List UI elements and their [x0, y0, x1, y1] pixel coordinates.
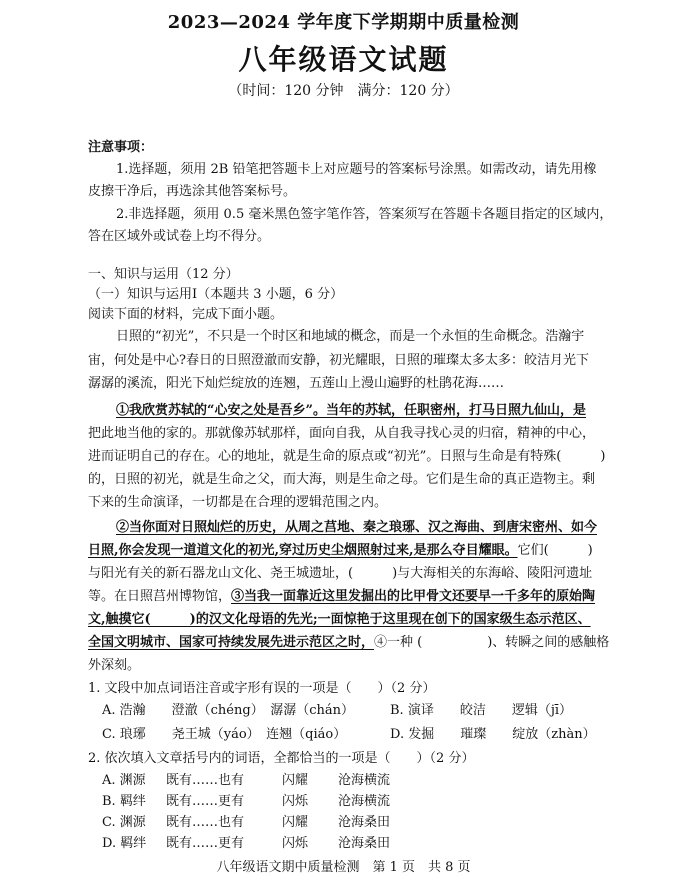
q2-option-d-verb: 闪烁 [282, 836, 309, 851]
notice-item-2: 2.非选择题，须用 0.5 毫米黑色签字笔作答，答案须写在答题卡各题目指定的区域内， [116, 207, 613, 222]
passage-p3-line7: 外深刻。 [88, 658, 141, 673]
q2-option-a-idiom: 沧海横流 [338, 773, 391, 788]
notice-item-2-cont: 答在区域外或试卷上均不得分。 [88, 229, 271, 244]
passage-p3-line4-underlined: ③当我一面靠近这里发掘出的比甲骨文还要早一千多年的原始陶 [231, 589, 596, 604]
reading-instruction: 阅读下面的材料，完成下面小题。 [88, 307, 284, 322]
q2-option-a-verb: 闪耀 [282, 773, 309, 788]
passage-p3-line4-start: 等。在日照莒州博物馆， [88, 589, 232, 604]
notice-item-1: 1.选择题，须用 2B 铅笔把答题卡上对应题号的答案标号涂黑。如需改动，请先用橡 [116, 162, 597, 177]
passage-p1-line3: 潺潺的溪流，阳光下灿烂绽放的连翘，五莲山上漫山遍野的杜鹃花海…… [88, 376, 505, 391]
passage-p3-line6-rest: ④一种 ( )、转瞬之间的感触格 [374, 635, 610, 650]
page-footer: 八年级语文期中质量检测 第 1 页 共 8 页 [216, 860, 471, 875]
passage-p3-line5: 文,触摸它( )的汉文化母语的先光;一面惊艳于这里现在创下的国家级生态示范区、 [88, 612, 591, 627]
passage-p1-line2: 宙，何处是中心?春日的日照澄澈而安静，初光耀眼，日照的璀璨太多太多：皎洁月光下 [88, 353, 589, 368]
passage-p2-line1: ①我欣赏苏轼的“心安之处是吾乡”。当年的苏轼，任职密州，打马日照九仙山，是 [116, 403, 586, 418]
q2-option-d-label: D. 羁绊 [102, 836, 147, 851]
passage-p3-line4 [88, 588, 595, 606]
q2-option-b-label: B. 羁绊 [102, 794, 146, 809]
q2-option-a-label: A. 渊源 [102, 773, 146, 788]
question-1-option-d: D. 发掘 璀璨 绽放（zhàn） [390, 727, 596, 742]
question-1-option-c: C. 琅琊 尧王城（yáo） 连翘（qiáo） [102, 727, 347, 742]
question-1-option-a: A. 浩瀚 澄澈（chéng） 潺潺（chán） [102, 703, 354, 718]
passage-p2-line2: 把此地当他的家的。那就像苏轼那样，面向自我，从自我寻找心灵的归宿，精神的中心， [88, 426, 596, 441]
q2-option-d-phrase: 既有……更有 [166, 836, 245, 851]
q2-option-c-phrase: 既有……也有 [166, 815, 245, 830]
passage-p3-line6 [88, 634, 609, 652]
passage-p3-line2-rest: 它们( ) [517, 543, 593, 558]
passage-p3-line6-underlined: 全国文明城市、国家可持续发展先进示范区之时， [88, 635, 375, 650]
question-2-stem: 2. 依次填入文章括号内的词语，全都恰当的一项是（ ）（2 分） [88, 751, 475, 766]
notice-item-1-cont: 皮擦干净后，再选涂其他答案标号。 [88, 184, 297, 199]
section-heading: 一、知识与运用（12 分） [88, 267, 239, 282]
passage-p1-line1: 日照的“初光”，不只是一个时区和地域的概念，而是一个永恒的生命概念。浩瀚宇 [116, 329, 585, 344]
exam-term-title: 2023—2024 学年度下学期期中质量检测 [167, 12, 520, 33]
passage-p3-line2-underlined: 日照,你会发现一道道文化的初光,穿过历史尘烟照射过来,是那么夺目耀眼。 [88, 543, 518, 558]
q2-option-c-verb: 闪耀 [282, 815, 309, 830]
q2-option-d-idiom: 沧海桑田 [338, 836, 391, 851]
passage-p2-line3: 进而证明自己的存在。心的地址，就是生命的原点或“初光”。日照与生命是有特殊( ) [88, 449, 606, 464]
exam-subject-title: 八年级语文试题 [238, 43, 449, 76]
passage-p2-line5: 下来的生命演译，一切都是在合理的逻辑范围之内。 [88, 495, 388, 510]
q2-option-a-phrase: 既有……也有 [166, 773, 245, 788]
question-1-stem: 1. 文段中加点词语注音或字形有误的一项是（ ）（2 分） [88, 681, 436, 696]
q2-option-b-verb: 闪烁 [282, 794, 309, 809]
passage-p3-line2 [88, 542, 593, 560]
q2-option-c-label: C. 渊源 [102, 815, 146, 830]
q2-option-c-idiom: 沧海桑田 [338, 815, 391, 830]
exam-time-score: （时间：120 分钟 满分：120 分） [228, 83, 459, 99]
q2-option-b-idiom: 沧海横流 [338, 794, 391, 809]
q2-option-b-phrase: 既有……更有 [166, 794, 245, 809]
passage-p3-line1: ②当你面对日照灿烂的历史，从周之莒地、秦之琅琊、汉之海曲、到唐宋密州、如今 [116, 520, 598, 535]
passage-p2-line4: 的，日照的初光，就是生命之父，而大海，则是生命之母。它们是生命的真正造物主。剩 [88, 472, 596, 487]
question-1-option-b: B. 演译 皎洁 逻辑（jī） [390, 703, 573, 718]
passage-p3-line3: 与阳光有关的新石器龙山文化、尧王城遗址，( )与大海相关的东海峪、陵阳河遗址 [88, 566, 593, 581]
subsection-heading: （一）知识与运用Ⅰ（本题共 3 小题，6 分） [88, 287, 344, 302]
notice-title: 注意事项： [88, 140, 154, 155]
